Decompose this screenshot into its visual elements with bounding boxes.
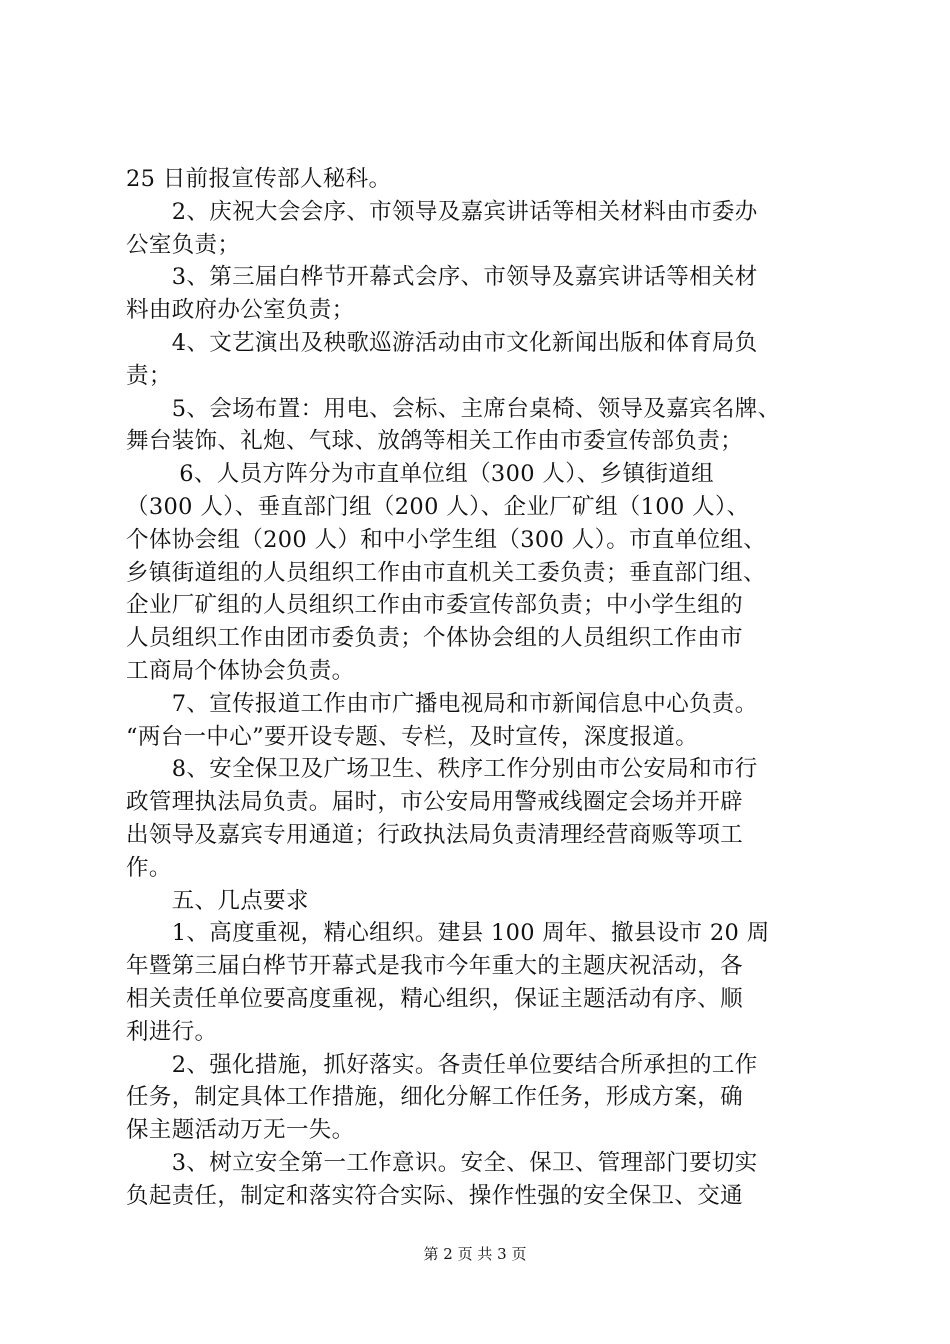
text-line: （300 人）、垂直部门组（200 人）、企业厂矿组（100 人）、 — [126, 493, 750, 520]
text-line: 工商局个体协会负责。 — [126, 657, 355, 684]
body-text — [126, 163, 832, 1213]
text-line: 25 日前报宣传部人秘科。 — [126, 166, 392, 192]
text-line: 6、人员方阵分为市直单位组（300 人）、乡镇街道组 — [126, 461, 714, 488]
text-line: 乡镇街道组的人员组织工作由市直机关工委负责；垂直部门组、 — [126, 559, 766, 586]
text-line: 利进行。 — [126, 1018, 218, 1045]
text-line: 2、强化措施，抓好落实。各责任单位要结合所承担的工作 — [126, 1051, 758, 1078]
text-line: 政管理执法局负责。届时，市公安局用警戒线圈定会场并开辟 — [126, 789, 743, 816]
text-line: 人员组织工作由团市委负责；个体协会组的人员组织工作由市 — [126, 625, 743, 652]
text-line: 1、高度重视，精心组织。建县 100 周年、撤县设市 20 周 — [126, 920, 770, 947]
section-heading: 五、几点要求 — [126, 887, 309, 914]
text-line: 年暨第三届白桦节开幕式是我市今年重大的主题庆祝活动，各 — [126, 953, 743, 980]
text-line: 料由政府办公室负责； — [126, 297, 355, 324]
text-line: 3、第三届白桦节开幕式会序、市领导及嘉宾讲话等相关材 — [126, 264, 758, 291]
text-line: 企业厂矿组的人员组织工作由市委宣传部负责；中小学生组的 — [126, 592, 743, 619]
text-line: 2、庆祝大会会序、市领导及嘉宾讲话等相关材料由市委办 — [126, 198, 758, 225]
text-line: 4、文艺演出及秧歌巡游活动由市文化新闻出版和体育局负 — [126, 329, 758, 356]
text-line: 5、会场布置：用电、会标、主席台桌椅、领导及嘉宾名牌、 — [126, 395, 781, 422]
text-line: 出领导及嘉宾专用通道；行政执法局负责清理经营商贩等项工 — [126, 821, 743, 848]
text-line: 责； — [126, 362, 172, 389]
text-line: 8、安全保卫及广场卫生、秩序工作分别由市公安局和市行 — [126, 756, 758, 783]
text-line: 负起责任，制定和落实符合实际、操作性强的安全保卫、交通 — [126, 1182, 743, 1209]
text-line: 公室负责； — [126, 231, 241, 258]
text-line: 任务，制定具体工作措施，细化分解工作任务，形成方案，确 — [126, 1084, 743, 1111]
text-line: 作。 — [126, 854, 172, 881]
text-line: 7、宣传报道工作由市广播电视局和市新闻信息中心负责。 — [126, 690, 758, 717]
text-line: 个体协会组（200 人）和中小学生组（300 人）。市直单位组、 — [126, 526, 767, 553]
page-number: 第 2 页 共 3 页 — [423, 1245, 527, 1263]
text-line: 舞台装饰、礼炮、气球、放鸽等相关工作由市委宣传部负责； — [126, 428, 743, 455]
text-line: 3、树立安全第一工作意识。安全、保卫、管理部门要切实 — [126, 1149, 758, 1176]
text-line: “两台一中心”要开设专题、专栏，及时宣传，深度报道。 — [126, 723, 699, 750]
text-line: 相关责任单位要高度重视，精心组织，保证主题活动有序、顺 — [126, 985, 743, 1012]
page-footer — [0, 1244, 950, 1264]
text-line: 保主题活动万无一失。 — [126, 1117, 355, 1144]
